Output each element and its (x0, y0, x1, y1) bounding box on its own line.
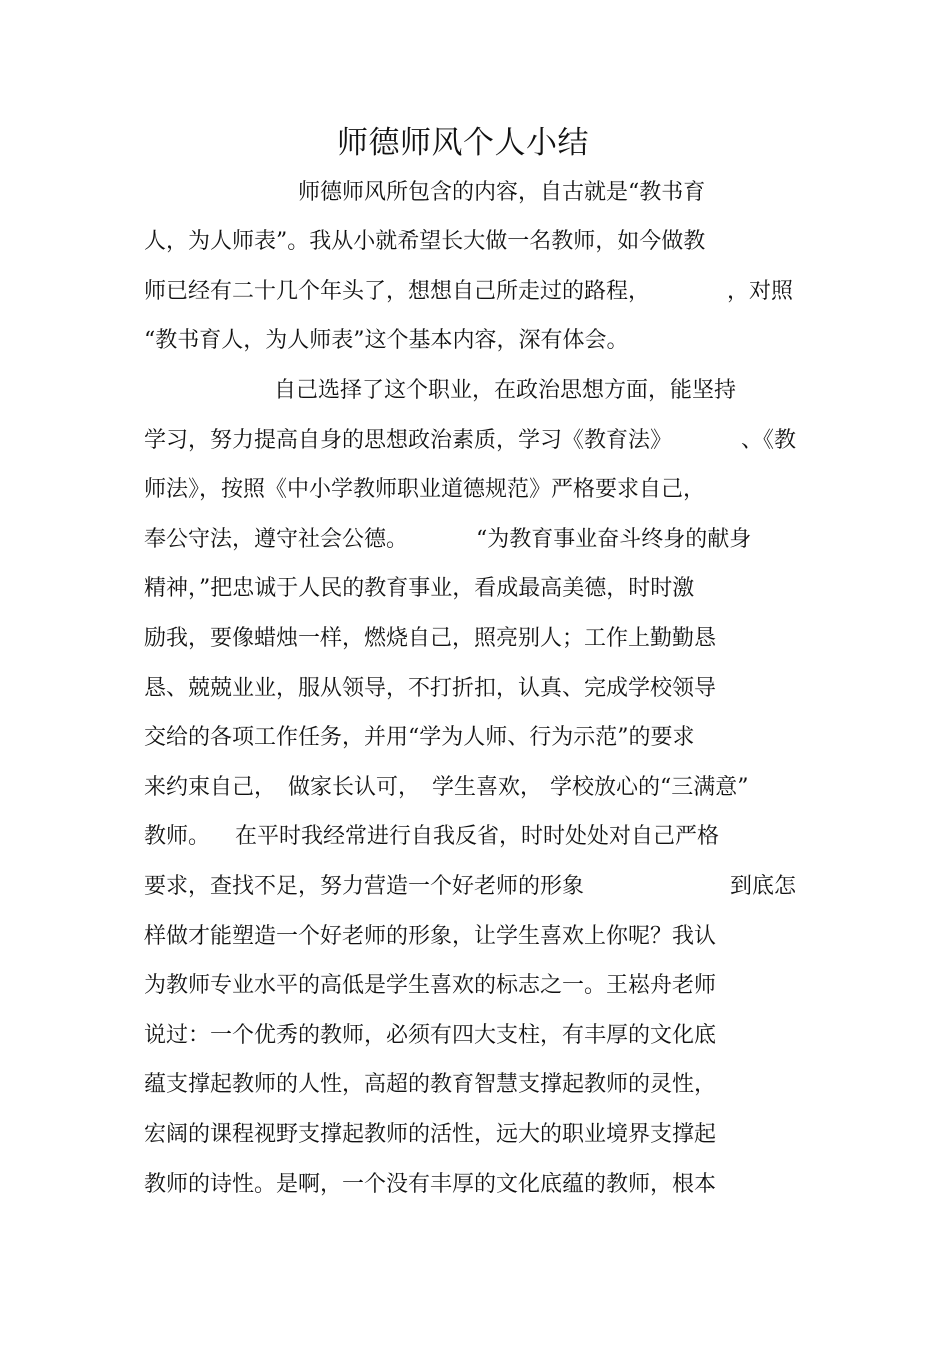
text-segment: 要求，查找不足，努力营造一个好老师的形象 (144, 874, 585, 899)
text-segment: 精神，”把忠诚于人民的教育事业，看成最高美德，时时激 (144, 576, 695, 601)
text-segment: 人，为人师表”。我从小就希望长大做一名教师，如今做教 (144, 229, 706, 254)
paragraph-line (144, 423, 844, 459)
text-segment: 教师。 (144, 824, 211, 849)
text-segment: 奉公守法，遵守社会公德。 (144, 527, 409, 552)
paragraph-line (144, 1117, 844, 1153)
text-segment: 说过：一个优秀的教师，必须有四大支柱，有丰厚的文化底 (144, 1023, 717, 1048)
text-segment: 师已经有二十几个年头了，想想自己所走过的路程， (144, 279, 651, 304)
paragraph-line (144, 274, 844, 310)
paragraph-line (144, 671, 844, 707)
paragraph-line (144, 571, 844, 607)
paragraph-line (144, 522, 844, 558)
text-segment: 、《教 (741, 428, 797, 453)
text-segment: 在平时我经常进行自我反省，时时处处对自己严格 (235, 824, 720, 849)
text-segment: 交给的各项工作任务，并用“学为人师、行为示范”的要求 (144, 725, 695, 750)
text-segment: 宏阔的课程视野支撑起教师的活性，远大的职业境界支撑起 (144, 1122, 717, 1147)
paragraph-line (144, 770, 844, 806)
paragraph-line (144, 1067, 844, 1103)
paragraph-line (144, 472, 844, 508)
paragraph-line (144, 373, 844, 409)
text-segment: 师德师风所包含的内容，自古就是“教书育 (298, 180, 706, 205)
text-segment: 恳、兢兢业业，服从领导，不打折扣，认真、完成学校领导 (144, 676, 717, 701)
text-segment: 师法》，按照《中小学教师职业道德规范》严格要求自己， (144, 477, 706, 502)
paragraph-line (144, 1167, 844, 1203)
paragraph-line (144, 968, 844, 1004)
text-segment: 做家长认可， (288, 775, 421, 800)
paragraph-line (144, 621, 844, 657)
paragraph-line (144, 720, 844, 756)
text-segment: “为教育事业奋斗终身的献身 (476, 527, 752, 552)
text-segment: 为教师专业水平的高低是学生喜欢的标志之一。王崧舟老师 (144, 973, 717, 998)
paragraph-line (144, 224, 844, 260)
text-segment: “教书育人，为人师表”这个基本内容，深有体会。 (144, 328, 629, 353)
paragraph-line (144, 819, 844, 855)
text-segment: 学校放心的“三满意” (550, 775, 749, 800)
text-segment: 励我，要像蜡烛一样，燃烧自己，照亮别人；工作上勤勤恳 (144, 626, 717, 651)
text-segment: 来约束自己， (144, 775, 277, 800)
paragraph-line (144, 869, 844, 905)
text-segment: 学习，努力提高自身的思想政治素质，学习《教育法》 (144, 428, 673, 453)
document-title: 师德师风个人小结 (337, 125, 589, 161)
text-segment: 学生喜欢， (432, 775, 543, 800)
text-segment: 自己选择了这个职业，在政治思想方面，能坚持 (274, 378, 737, 403)
text-segment: ，对照 (727, 279, 794, 304)
paragraph-line (144, 323, 844, 359)
paragraph-line (144, 175, 844, 211)
text-segment: 到底怎 (730, 874, 797, 899)
text-segment: 蕴支撑起教师的人性，高超的教育智慧支撑起教师的灵性， (144, 1072, 717, 1097)
text-segment: 教师的诗性。是啊，一个没有丰厚的文化底蕴的教师，根本 (144, 1172, 717, 1197)
paragraph-line (144, 1018, 844, 1054)
text-segment: 样做才能塑造一个好老师的形象，让学生喜欢上你呢？我认 (144, 924, 717, 949)
paragraph-line (144, 919, 844, 955)
